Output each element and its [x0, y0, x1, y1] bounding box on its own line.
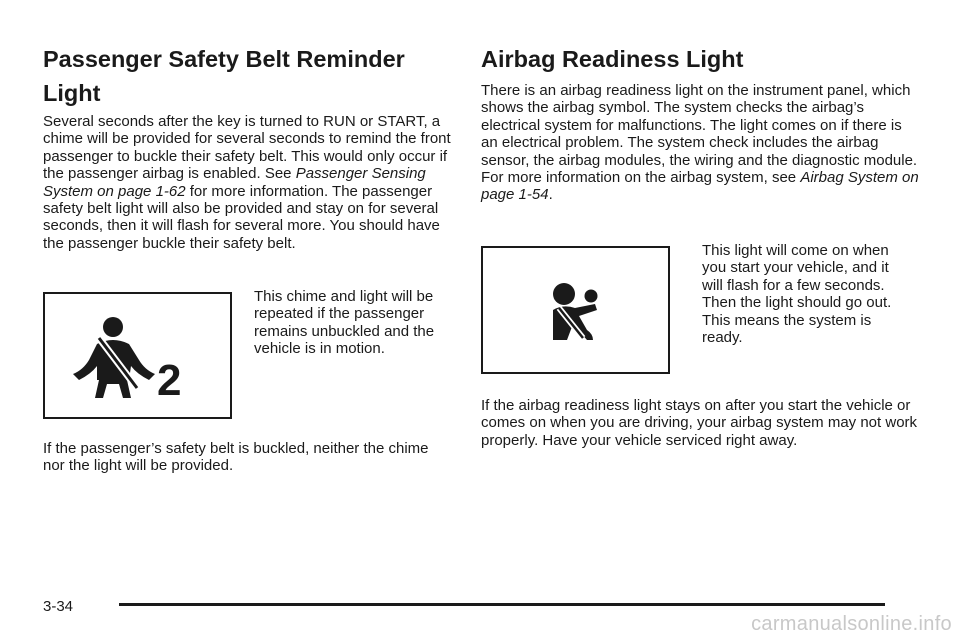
seatbelt-reminder-icon-box [43, 292, 232, 419]
seatbelt-reminder-2-icon [45, 294, 230, 417]
airbag-side-text: This light will come on when you start your vehicle, and it will flash for a few seconds. Then the light should go out. This means the system is ready. [702, 242, 892, 347]
title-line-1: Passenger Safety Belt Reminder [43, 46, 405, 72]
airbag-readiness-icon [483, 248, 668, 372]
right-column [481, 42, 921, 449]
footer-rule [119, 603, 885, 606]
section-title-airbag: Airbag Readiness Light [481, 46, 744, 72]
title-line-2: Light [43, 80, 101, 106]
section-title-seatbelt [43, 42, 455, 110]
airbag-icon-box [481, 246, 670, 374]
cross-reference-link[interactable]: Passenger Sensing System on page 1-62 [43, 165, 426, 200]
airbag-paragraph-1: There is an airbag readiness light on the instrument panel, which shows the airbag symbol. The system checks the airbag’s electrical system for malfunctions. The light comes on if there is an electrical problem. The system check includes the airbag sensor, the airbag modules, the wiring and the diagnostic module. For more information on the airbag system, see Airbag System on page 1-54. [481, 82, 919, 204]
icon-digit: 2 [157, 356, 182, 405]
seatbelt-paragraph-2: If the passenger’s safety belt is buckled, neither the chime nor the light will be provided. [43, 440, 429, 475]
left-column [43, 42, 455, 475]
page-number: 3-34 [43, 598, 74, 615]
seatbelt-paragraph-1: Several seconds after the key is turned to RUN or START, a chime will be provided for several seconds to remind the front passenger to buckle their safety belt. This would only occur if the passenger airbag is enabled. See Passenger Sensing System on page 1-62 for more information. The passenger safety belt light will also be provided and stay on for several seconds, then it will flash for several more. You should have the passenger buckle their safety belt. [43, 113, 451, 252]
cross-reference-link[interactable]: Airbag System on page 1-54 [481, 169, 919, 204]
seatbelt-side-text: This chime and light will be repeated if the passenger remains unbuckled and the vehicle is in motion. [254, 288, 435, 358]
airbag-paragraph-2: If the airbag readiness light stays on after you start the vehicle or comes on when you are driving, your airbag system may not work properly. Have your vehicle serviced right away. [481, 397, 918, 449]
watermark: carmanualsonline.info [751, 613, 952, 635]
